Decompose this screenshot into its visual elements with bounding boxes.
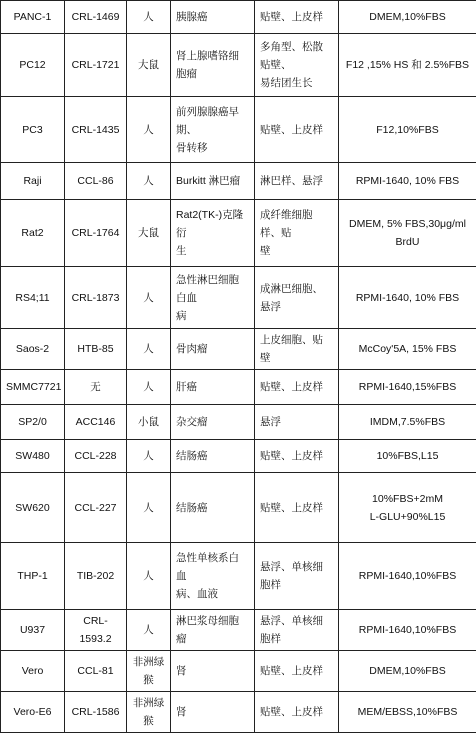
- culture-medium-line: L-GLU+90%L15: [344, 508, 471, 526]
- species: 人: [127, 267, 171, 329]
- table-row: [1, 405, 476, 440]
- table-body: [1, 1, 476, 733]
- atcc-number: CCL-227: [65, 473, 127, 543]
- table-row: [1, 543, 476, 610]
- culture-medium-line: 10%FBS+2mM: [344, 490, 471, 508]
- morphology: [255, 163, 339, 200]
- morphology-line: 贴壁、上皮样: [260, 447, 333, 465]
- tissue-origin: [171, 34, 255, 97]
- culture-medium-line: MEM/EBSS,10%FBS: [344, 703, 471, 721]
- morphology: [255, 267, 339, 329]
- tissue-origin-line: 病: [176, 307, 249, 325]
- species: 大鼠: [127, 200, 171, 267]
- cell-line-name: SW480: [1, 440, 65, 473]
- morphology-line: 上皮细胞、贴壁: [260, 331, 333, 367]
- cell-line-name: Rat2: [1, 200, 65, 267]
- tissue-origin-line: 肾上腺嗜铬细胞瘤: [176, 47, 249, 83]
- tissue-origin-line: Burkitt 淋巴瘤: [176, 172, 249, 190]
- atcc-number: CRL-1435: [65, 97, 127, 163]
- culture-medium: [339, 692, 476, 733]
- species: 大鼠: [127, 34, 171, 97]
- atcc-number: CRL-1469: [65, 1, 127, 34]
- atcc-number: CRL-1586: [65, 692, 127, 733]
- species: 人: [127, 473, 171, 543]
- morphology-line: 贴壁、上皮样: [260, 378, 333, 396]
- culture-medium: [339, 440, 476, 473]
- morphology-line: 成淋巴细胞、悬浮: [260, 280, 333, 316]
- culture-medium-line: IMDM,7.5%FBS: [344, 413, 471, 431]
- culture-medium: [339, 267, 476, 329]
- morphology-line: 贴壁、上皮样: [260, 662, 333, 680]
- morphology: [255, 34, 339, 97]
- table-row: [1, 1, 476, 34]
- culture-medium: [339, 543, 476, 610]
- culture-medium-line: RPMI-1640,10%FBS: [344, 621, 471, 639]
- atcc-number: HTB-85: [65, 329, 127, 370]
- culture-medium: [339, 473, 476, 543]
- tissue-origin-line: 淋巴浆母细胞瘤: [176, 612, 249, 648]
- species: 人: [127, 610, 171, 651]
- tissue-origin: [171, 1, 255, 34]
- tissue-origin-line: 生: [176, 242, 249, 260]
- morphology: [255, 651, 339, 692]
- table-row: [1, 370, 476, 405]
- culture-medium-line: F12 ,15% HS 和 2.5%FBS: [344, 56, 471, 74]
- species: 非洲绿猴: [127, 692, 171, 733]
- species: 非洲绿猴: [127, 651, 171, 692]
- culture-medium: [339, 370, 476, 405]
- morphology: [255, 1, 339, 34]
- atcc-number: CRL-1593.2: [65, 610, 127, 651]
- morphology: [255, 610, 339, 651]
- tissue-origin-line: 病、血液: [176, 585, 249, 603]
- table-row: [1, 200, 476, 267]
- atcc-number: CRL-1764: [65, 200, 127, 267]
- tissue-origin-line: Rat2(TK-)克隆衍: [176, 206, 249, 242]
- tissue-origin: [171, 610, 255, 651]
- atcc-number: CCL-81: [65, 651, 127, 692]
- culture-medium: [339, 163, 476, 200]
- culture-medium-line: RPMI-1640,10%FBS: [344, 567, 471, 585]
- tissue-origin-line: 骨转移: [176, 139, 249, 157]
- morphology: [255, 200, 339, 267]
- cell-line-name: SW620: [1, 473, 65, 543]
- morphology: [255, 473, 339, 543]
- atcc-number: CRL-1873: [65, 267, 127, 329]
- table-row: [1, 97, 476, 163]
- morphology-line: 贴壁、上皮样: [260, 703, 333, 721]
- cell-line-name: PANC-1: [1, 1, 65, 34]
- morphology-line: 贴壁、上皮样: [260, 499, 333, 517]
- cell-line-name: Saos-2: [1, 329, 65, 370]
- culture-medium-line: RPMI-1640, 10% FBS: [344, 289, 471, 307]
- morphology-line: 悬浮、单核细胞样: [260, 612, 333, 648]
- morphology-line: 壁: [260, 242, 333, 260]
- cell-line-name: Vero-E6: [1, 692, 65, 733]
- morphology: [255, 97, 339, 163]
- tissue-origin: [171, 329, 255, 370]
- cell-line-name: PC12: [1, 34, 65, 97]
- species: 人: [127, 440, 171, 473]
- culture-medium-line: BrdU: [344, 233, 471, 251]
- morphology-line: 易结团生长: [260, 74, 333, 92]
- culture-medium-line: DMEM, 5% FBS,30μg/ml: [344, 215, 471, 233]
- culture-medium-line: 10%FBS,L15: [344, 447, 471, 465]
- tissue-origin: [171, 200, 255, 267]
- tissue-origin-line: 胰腺癌: [176, 8, 249, 26]
- morphology: [255, 405, 339, 440]
- tissue-origin-line: 肝癌: [176, 378, 249, 396]
- culture-medium: [339, 405, 476, 440]
- culture-medium-line: RPMI-1640, 10% FBS: [344, 172, 471, 190]
- morphology-line: 成纤维细胞样、贴: [260, 206, 333, 242]
- morphology: [255, 329, 339, 370]
- culture-medium: [339, 610, 476, 651]
- atcc-number: CCL-228: [65, 440, 127, 473]
- culture-medium-line: DMEM,10%FBS: [344, 662, 471, 680]
- cell-line-name: Vero: [1, 651, 65, 692]
- culture-medium: [339, 1, 476, 34]
- culture-medium: [339, 97, 476, 163]
- morphology-line: 淋巴样、悬浮: [260, 172, 333, 190]
- species: 人: [127, 1, 171, 34]
- species: 人: [127, 97, 171, 163]
- cell-line-name: U937: [1, 610, 65, 651]
- table-row: [1, 692, 476, 733]
- morphology-line: 悬浮: [260, 413, 333, 431]
- culture-medium: [339, 34, 476, 97]
- species: 小鼠: [127, 405, 171, 440]
- tissue-origin-line: 骨肉瘤: [176, 340, 249, 358]
- tissue-origin: [171, 543, 255, 610]
- culture-medium-line: McCoy'5A, 15% FBS: [344, 340, 471, 358]
- species: 人: [127, 329, 171, 370]
- morphology-line: 多角型、松散贴壁、: [260, 38, 333, 74]
- morphology-line: 贴壁、上皮样: [260, 8, 333, 26]
- tissue-origin-line: 急性单核系白血: [176, 549, 249, 585]
- tissue-origin-line: 结肠癌: [176, 499, 249, 517]
- morphology-line: 悬浮、单核细胞样: [260, 558, 333, 594]
- species: 人: [127, 370, 171, 405]
- tissue-origin: [171, 267, 255, 329]
- tissue-origin-line: 结肠癌: [176, 447, 249, 465]
- culture-medium-line: DMEM,10%FBS: [344, 8, 471, 26]
- morphology: [255, 370, 339, 405]
- cell-line-name: SMMC7721: [1, 370, 65, 405]
- tissue-origin: [171, 97, 255, 163]
- table-row: [1, 610, 476, 651]
- tissue-origin: [171, 440, 255, 473]
- atcc-number: ACC146: [65, 405, 127, 440]
- table-row: [1, 163, 476, 200]
- table-row: [1, 34, 476, 97]
- tissue-origin-line: 肾: [176, 703, 249, 721]
- culture-medium-line: F12,10%FBS: [344, 121, 471, 139]
- tissue-origin: [171, 692, 255, 733]
- cell-line-name: THP-1: [1, 543, 65, 610]
- morphology: [255, 440, 339, 473]
- cell-line-name: SP2/0: [1, 405, 65, 440]
- tissue-origin: [171, 651, 255, 692]
- species: 人: [127, 163, 171, 200]
- tissue-origin-line: 急性淋巴细胞白血: [176, 271, 249, 307]
- atcc-number: CRL-1721: [65, 34, 127, 97]
- culture-medium: [339, 651, 476, 692]
- table-row: [1, 329, 476, 370]
- culture-medium: [339, 329, 476, 370]
- culture-medium: [339, 200, 476, 267]
- tissue-origin-line: 肾: [176, 662, 249, 680]
- atcc-number: TIB-202: [65, 543, 127, 610]
- species: 人: [127, 543, 171, 610]
- tissue-origin: [171, 370, 255, 405]
- table-row: [1, 267, 476, 329]
- morphology: [255, 543, 339, 610]
- morphology-line: 贴壁、上皮样: [260, 121, 333, 139]
- tissue-origin: [171, 163, 255, 200]
- cell-line-name: Raji: [1, 163, 65, 200]
- tissue-origin: [171, 405, 255, 440]
- table-row: [1, 440, 476, 473]
- cell-line-name: PC3: [1, 97, 65, 163]
- morphology: [255, 692, 339, 733]
- tissue-origin: [171, 473, 255, 543]
- atcc-number: 无: [65, 370, 127, 405]
- tissue-origin-line: 前列腺腺癌早期、: [176, 103, 249, 139]
- table-row: [1, 651, 476, 692]
- culture-medium-line: RPMI-1640,15%FBS: [344, 378, 471, 396]
- table-row: [1, 473, 476, 543]
- atcc-number: CCL-86: [65, 163, 127, 200]
- tissue-origin-line: 杂交瘤: [176, 413, 249, 431]
- cell-line-name: RS4;11: [1, 267, 65, 329]
